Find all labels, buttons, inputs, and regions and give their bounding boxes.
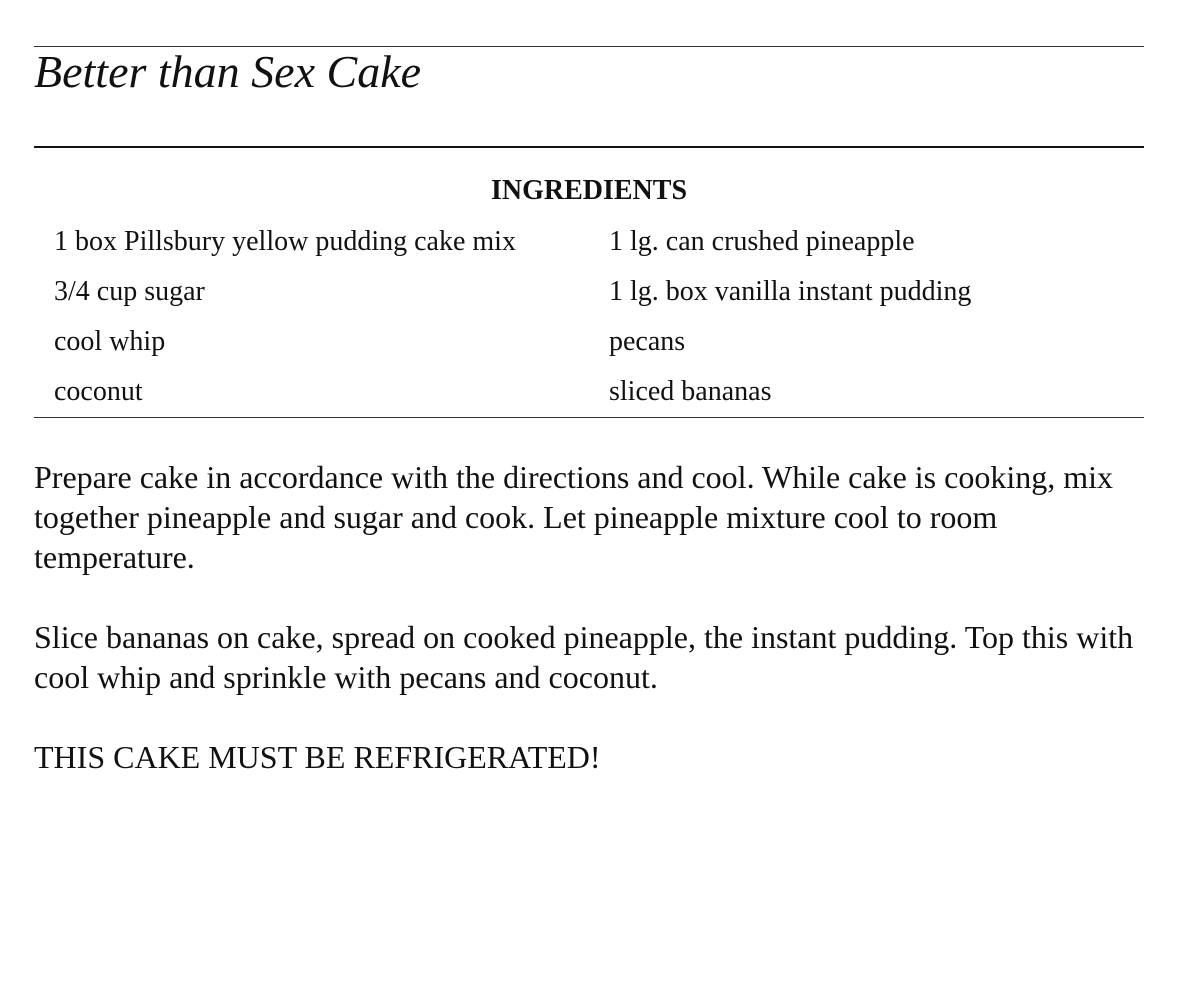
ingredient-item: 1 box Pillsbury yellow pudding cake mix — [54, 226, 516, 257]
ingredients-heading: INGREDIENTS — [490, 175, 688, 206]
ingredients-left-column — [54, 224, 516, 424]
title-divider — [34, 146, 1144, 148]
ingredient-item: 1 lg. box vanilla instant pudding — [609, 276, 972, 307]
ingredient-item: 1 lg. can crushed pineapple — [609, 226, 915, 257]
direction-paragraph: Prepare cake in accordance with the directions and cool. While cake is cooking, mix together pineapple and sugar and cook. Let pineapple mixture cool to room temperature. — [34, 459, 1113, 575]
ingredients-right-column — [609, 224, 971, 424]
ingredient-item: cool whip — [54, 326, 166, 357]
direction-paragraph: Slice bananas on cake, spread on cooked pineapple, the instant pudding. Top this with cool whip and sprinkle with pecans and coconut. — [34, 619, 1134, 695]
ingredients-bottom-rule — [34, 417, 1144, 418]
refrigerate-warning: THIS CAKE MUST BE REFRIGERATED! — [34, 739, 601, 775]
ingredient-item: 3/4 cup sugar — [54, 276, 205, 307]
ingredient-item: coconut — [54, 376, 143, 407]
recipe-title: Better than Sex Cake — [34, 46, 422, 97]
ingredient-item: pecans — [609, 326, 686, 357]
ingredient-item: sliced bananas — [609, 376, 772, 407]
directions — [34, 457, 1144, 817]
